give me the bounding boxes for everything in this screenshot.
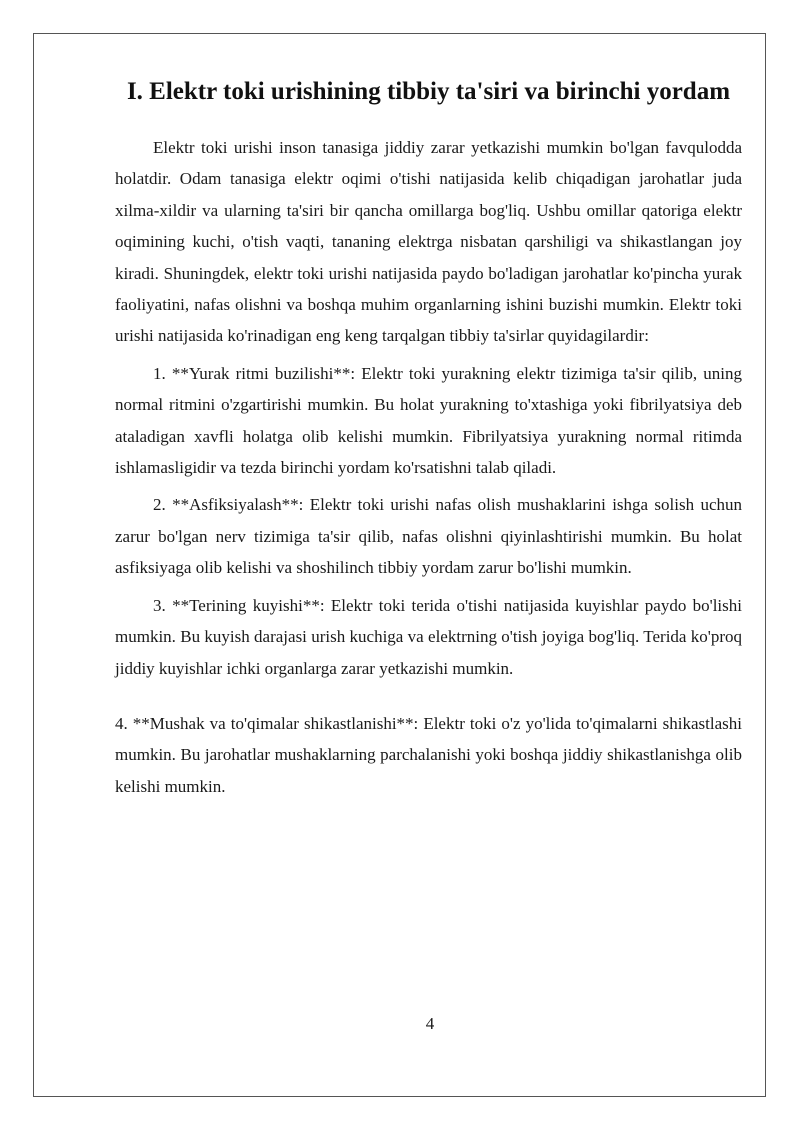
page-title: I. Elektr toki urishining tibbiy ta'siri va birinchi yordam — [126, 78, 731, 105]
list-item-heart-rhythm: 1. **Yurak ritmi buzilishi**: Elektr toki yurakning elektr tizimiga ta'sir qilib, uning normal ritmini o'zgartirishi mumkin. Bu holat yurakning to'xtashiga yoki fibrilyatsiya deb ataladigan xavfli holatga olib kelishi mumkin. Fibrilyatsiya yurakning normal ritimda ishlamasligidir va tezda birinchi yordam ko'rsatishni talab qiladi. — [115, 363, 742, 478]
page-number: 4 — [425, 1014, 435, 1033]
list-item-skin-burns: 3. **Terining kuyishi**: Elektr toki terida o'tishi natijasida kuyishlar paydo bo'lishi mumkin. Bu kuyish darajasi urish kuchiga va elektrning o'tish joyiga bog'liq. Terida ko'proq jiddiy kuyishlar ichki organlarga zarar yetkazishi mumkin. — [115, 595, 742, 678]
list-item-asphyxia: 2. **Asfiksiyalash**: Elektr toki urishi nafas olish mushaklarini ishga solish uchun zarur bo'lgan nerv tizimiga ta'sir qilib, nafas olishni qiyinlashtirishi mumkin. Bu holat asfiksiyaga olib kelishi va shoshilinch tibbiy yordam zarur bo'lishi mumkin. — [115, 495, 742, 578]
intro-paragraph: Elektr toki urishi inson tanasiga jiddiy zarar yetkazishi mumkin bo'lgan favqulodda holatdir. Odam tanasiga elektr oqimi o'tishi natijasida kelib chiqadigan jarohatlar juda xilma-xildir va ularning ta'siri bir qancha omillarga bog'liq. Ushbu omillar qatoriga elektr oqimining kuchi, o'tish vaqti, tananing elektrga nisbatan qarshiligi va shikastlangan joy kiradi. Shuningdek, elektr toki urishi natijasida paydo bo'ladigan jarohatlar ko'pincha yurak faoliyatini, nafas olishni va boshqa muhim organlarning ishini buzishi mumkin. Elektr toki urishi natijasida ko'rinadigan eng keng tarqalgan tibbiy ta'sirlar quyidagilardir: — [115, 138, 742, 346]
list-item-muscle-damage: 4. **Mushak va to'qimalar shikastlanishi**: Elektr toki o'z yo'lida to'qimalarni shikastlashi mumkin. Bu jarohatlar mushaklarning parchalanishi yoki boshqa jiddiy shikastlanishga olib kelishi mumkin. — [115, 713, 742, 796]
page-content — [115, 66, 742, 802]
